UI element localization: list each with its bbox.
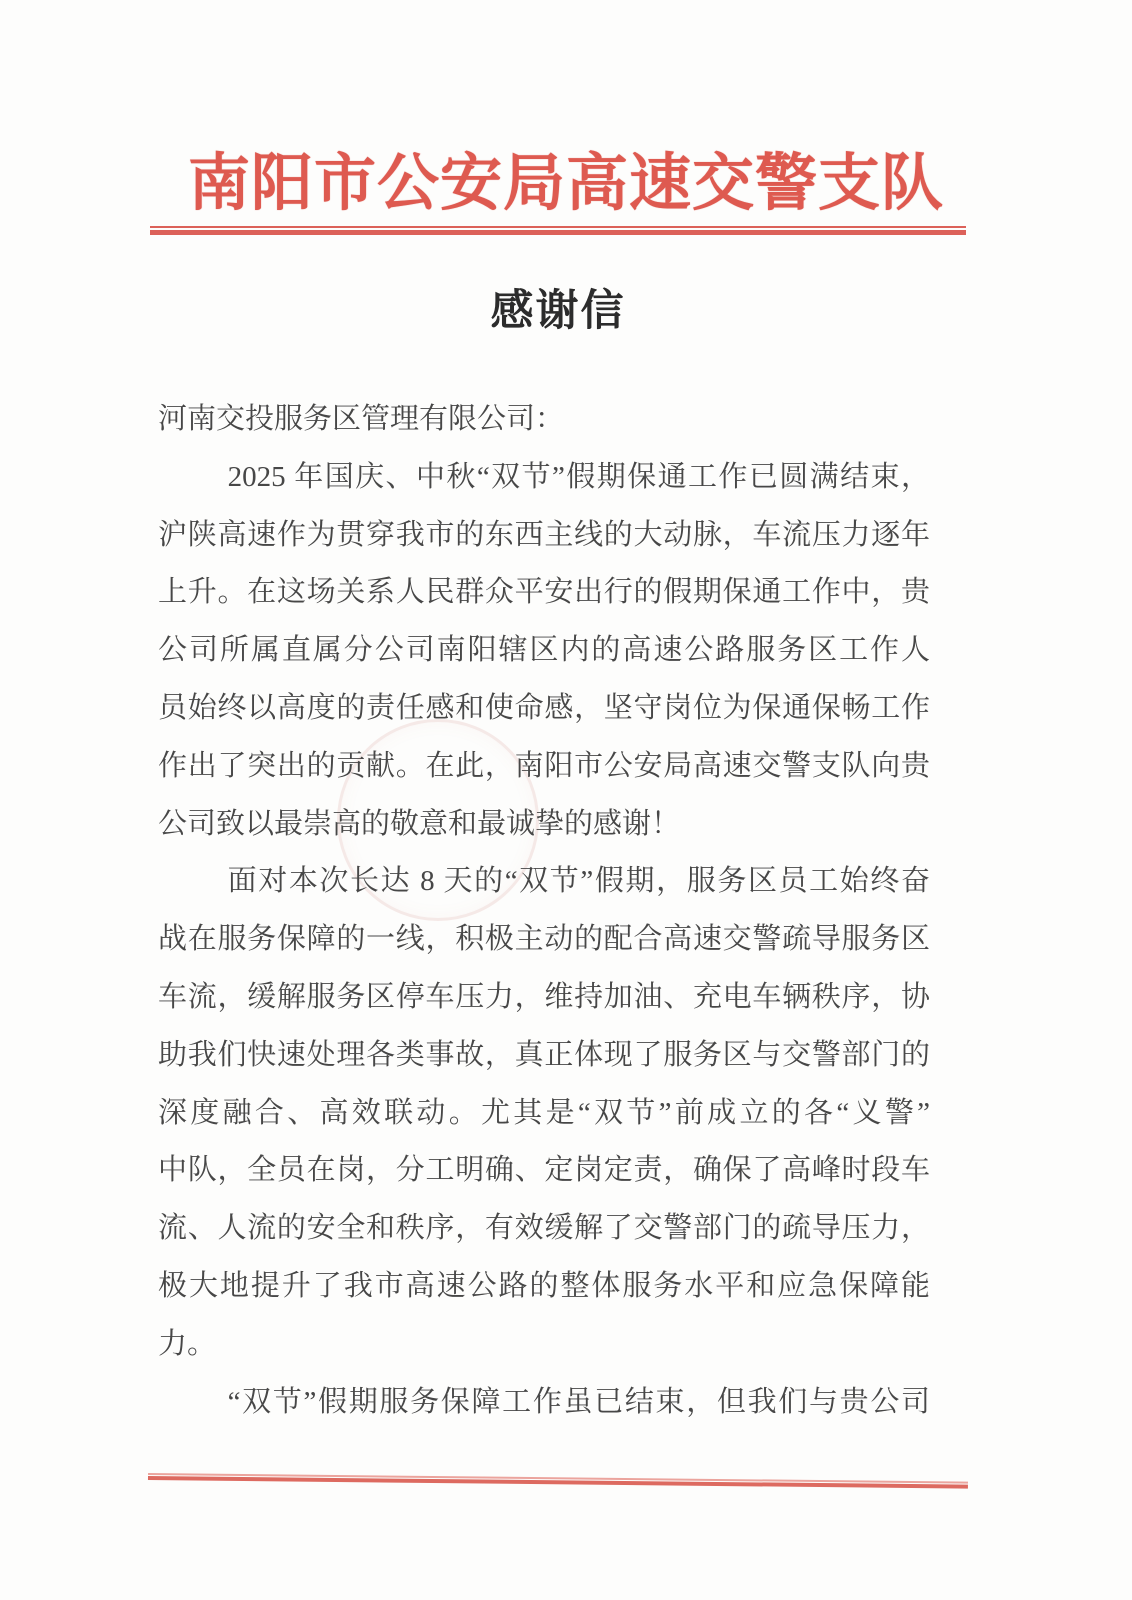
footer-rule xyxy=(148,1473,968,1489)
letterhead-rule xyxy=(150,226,966,235)
body-line: 中队，全员在岗，分工明确、定岗定责，确保了高峰时段车 xyxy=(158,1154,930,1187)
letterhead-title: 南阳市公安局高速交警支队 xyxy=(187,150,944,218)
body-line: 沪陕高速作为贯穿我市的东西主线的大动脉，车流压力逐年 xyxy=(158,518,930,551)
body-line: 上升。在这场关系人民群众平安出行的假期保通工作中，贵 xyxy=(158,576,930,609)
salutation-line: 河南交投服务区管理有限公司： xyxy=(158,403,565,435)
body-line: 力。 xyxy=(158,1327,217,1360)
body-line: 2025 年国庆、中秋“双节”假期保通工作已圆满结束， xyxy=(227,460,930,493)
body-line: 极大地提升了我市高速公路的整体服务水平和应急保障能 xyxy=(158,1269,930,1302)
body-line: 面对本次长达 8 天的“双节”假期，服务区员工始终奋 xyxy=(227,865,930,898)
body-line: 助我们快速处理各类事故，真正体现了服务区与交警部门的 xyxy=(158,1038,930,1071)
body-line: 流、人流的安全和秩序，有效缓解了交警部门的疏导压力， xyxy=(158,1212,930,1245)
body-line: 作出了突出的贡献。在此，南阳市公安局高速交警支队向贵 xyxy=(158,749,930,782)
body-line: 深度融合、高效联动。尤其是“双节”前成立的各“义警” xyxy=(158,1096,930,1129)
body-line: 车流，缓解服务区停车压力，维持加油、充电车辆秩序，协 xyxy=(158,980,930,1013)
body-line: “双节”假期服务保障工作虽已结束，但我们与贵公司 xyxy=(227,1385,930,1418)
letterhead-rule-thick-line xyxy=(150,230,966,235)
letter-body xyxy=(158,391,930,1431)
body-line: 公司致以最崇高的敬意和最诚挚的感谢！ xyxy=(158,807,681,840)
body-line: 员始终以高度的责任感和使命感，坚守岗位为保通保畅工作 xyxy=(158,691,930,724)
body-line: 公司所属直属分公司南阳辖区内的高速公路服务区工作人 xyxy=(158,634,930,667)
body-line: 战在服务保障的一线，积极主动的配合高速交警疏导服务区 xyxy=(158,923,930,956)
document-title: 感谢信 xyxy=(490,287,626,335)
letterhead-rule-thin-line xyxy=(150,226,966,228)
